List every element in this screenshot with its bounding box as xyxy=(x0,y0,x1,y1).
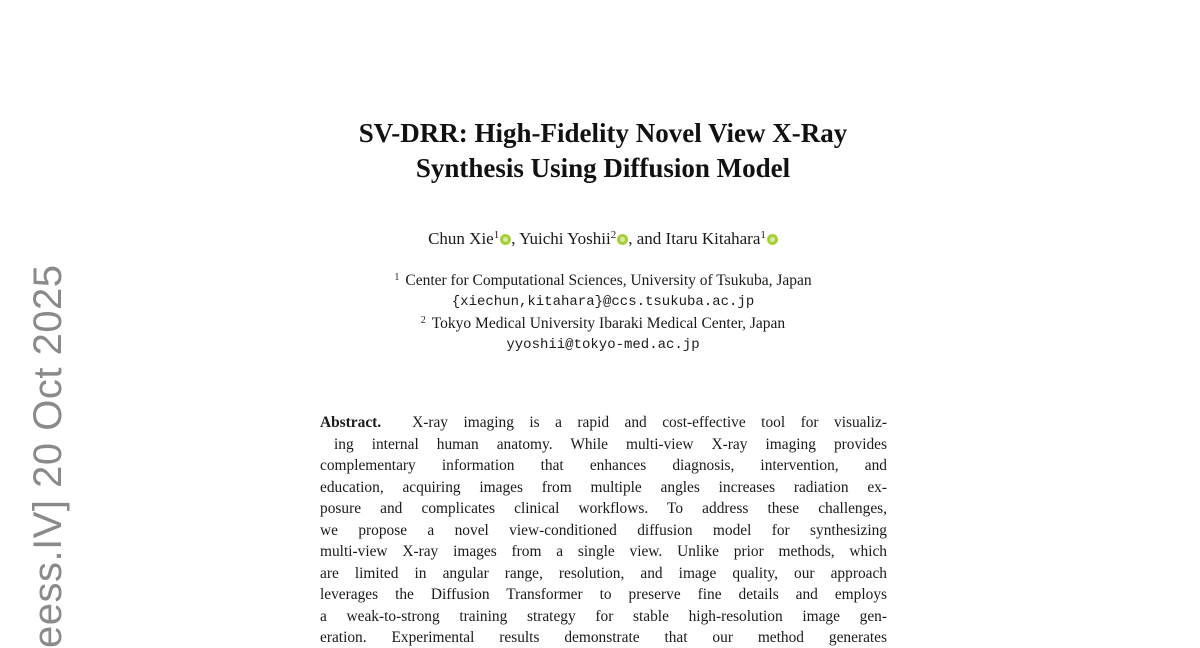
author-name: Yuichi Yoshii xyxy=(519,229,611,248)
abstract-line: a weak-to-strong training strategy for stable high-resolution image gen- xyxy=(320,607,887,625)
author-affil-mark: 2 xyxy=(610,229,617,241)
author-affil-mark: 1 xyxy=(493,229,500,241)
arxiv-side-stamp: eess.IV] 20 Oct 2025 xyxy=(26,264,70,648)
title-line-2: Synthesis Using Diffusion Model xyxy=(415,153,791,183)
author-separator: , xyxy=(511,229,520,248)
affiliation-mark: 1 xyxy=(394,272,400,283)
paper-title xyxy=(300,116,906,186)
orcid-icon[interactable] xyxy=(500,234,511,245)
title-line-1: SV-DRR: High-Fidelity Novel View X-Ray xyxy=(358,118,848,148)
affiliation-text: Tokyo Medical University Ibaraki Medical Center, Japan xyxy=(431,315,786,332)
orcid-icon[interactable] xyxy=(767,234,778,245)
abstract-line xyxy=(320,412,887,434)
abstract-first-line-text: X-ray imaging is a rapid and cost-effective tool for visualiz- xyxy=(412,414,887,431)
affiliation-text: Center for Computational Sciences, University of Tsukuba, Japan xyxy=(405,272,812,289)
abstract-line: posure and complicates clinical workflows. To address these challenges, xyxy=(320,500,887,517)
author-affil-mark: 1 xyxy=(760,229,766,241)
orcid-icon[interactable] xyxy=(617,234,628,245)
affiliation-1 xyxy=(300,270,906,291)
author-name: Itaru Kitahara xyxy=(665,229,761,248)
abstract-line: are limited in angular range, resolution, and image quality, our approach xyxy=(320,564,887,582)
abstract-line: ing internal human anatomy. While multi-view X-ray imaging provides xyxy=(334,435,887,453)
abstract-heading: Abstract. xyxy=(320,414,382,431)
abstract-line: complementary information that enhances diagnosis, intervention, and xyxy=(320,457,887,474)
abstract-line: we propose a novel view-conditioned diffusion model for synthesizing xyxy=(320,521,887,539)
abstract-line: eration. Experimental results demonstrate that our method generates xyxy=(320,629,887,646)
affiliation-mark: 2 xyxy=(420,315,426,326)
abstract-line: education, acquiring images from multiple angles increases radiation ex- xyxy=(320,478,887,496)
abstract-line: leverages the Diffusion Transformer to preserve fine details and employs xyxy=(320,586,887,603)
author-name: Chun Xie xyxy=(428,229,494,248)
author-list xyxy=(300,228,906,250)
abstract-line: multi-view X-ray images from a single view. Unlike prior methods, which xyxy=(320,543,887,560)
affiliation-email-1: {xiechun,kitahara}@ccs.tsukuba.ac.jp xyxy=(451,294,755,310)
author-separator: , and xyxy=(628,229,666,248)
abstract-block xyxy=(320,412,887,648)
affiliation-email-2: yyoshii@tokyo-med.ac.jp xyxy=(506,337,700,353)
affiliation-2 xyxy=(300,313,906,334)
